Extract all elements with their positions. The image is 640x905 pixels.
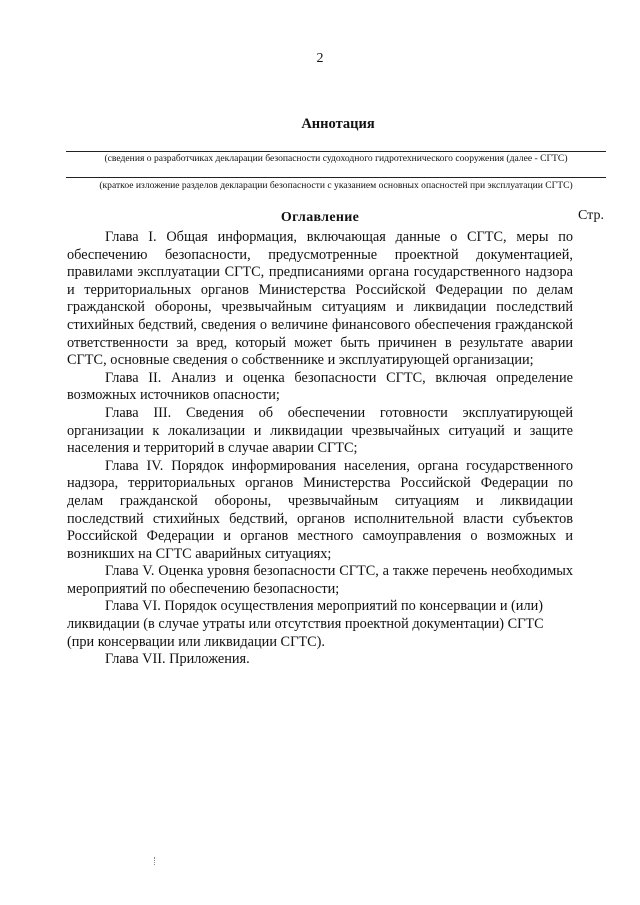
toc-chapter-list (67, 229, 573, 669)
page-number: 2 (316, 51, 324, 66)
toc-chapter-4: Глава IV. Порядок информирования населения, органа государственного надзора, территориальных органов Министерства Российской Федерации по делам гражданской обороны, чрезвычайным ситуациям и ликвидации последствий стихийных бедствий, органов исполнительной власти субъектов Российской Федерации и органов местного самоуправления о возможных и возникших на СГТС аварийных ситуациях; (67, 457, 573, 562)
toc-chapter-6: Глава VI. Порядок осуществления мероприятий по консервации и (или) ликвидации (в случае утраты или отсутствия проектной документации) СГТС (при консервации или ликвидации СГТС). (67, 598, 544, 650)
toc-chapter-2: Глава II. Анализ и оценка безопасности СГТС, включая определение возможных источников опасности; (67, 369, 573, 404)
fill-in-line-summary (66, 177, 606, 178)
toc-chapter-7: Глава VII. Приложения. (105, 651, 250, 668)
scan-speck (154, 857, 156, 865)
toc-chapter-1: Глава I. Общая информация, включающая данные о СГТС, меры по обеспечению безопасности, предусмотренные проектной документацией, правилами эксплуатации СГТС, предписаниями органа государственного надзора и территориальных органов Министерства Российской Федерации по делам гражданской обороны, чрезвычайным ситуациям и ликвидации последствий стихийных бедствий, сведения о величине финансового обеспечения гражданской ответственности за вред, который может быть причинен в результате аварии СГТС, основные сведения о собственнике и эксплуатирующей организации; (67, 229, 573, 369)
toc-chapter-5: Глава V. Оценка уровня безопасности СГТС, а также перечень необходимых мероприятий по обеспечению безопасности; (67, 563, 573, 597)
toc-heading: Оглавление (280, 210, 360, 225)
annotation-heading: Аннотация (301, 116, 375, 132)
caption-developers: (сведения о разработчиках декларации безопасности судоходного гидротехнического сооружения (далее - СГТС) (104, 153, 568, 164)
caption-summary: (краткое изложение разделов декларации безопасности с указанием основных опасностей при эксплуатации СГТС) (99, 180, 573, 191)
fill-in-line-developers (66, 151, 606, 152)
toc-chapter-3: Глава III. Сведения об обеспечении готовности эксплуатирующей организации к локализации и ликвидации чрезвычайных ситуаций и защите населения и территорий в случае аварии СГТС; (67, 404, 573, 457)
page-column-label: Стр. (578, 208, 604, 223)
